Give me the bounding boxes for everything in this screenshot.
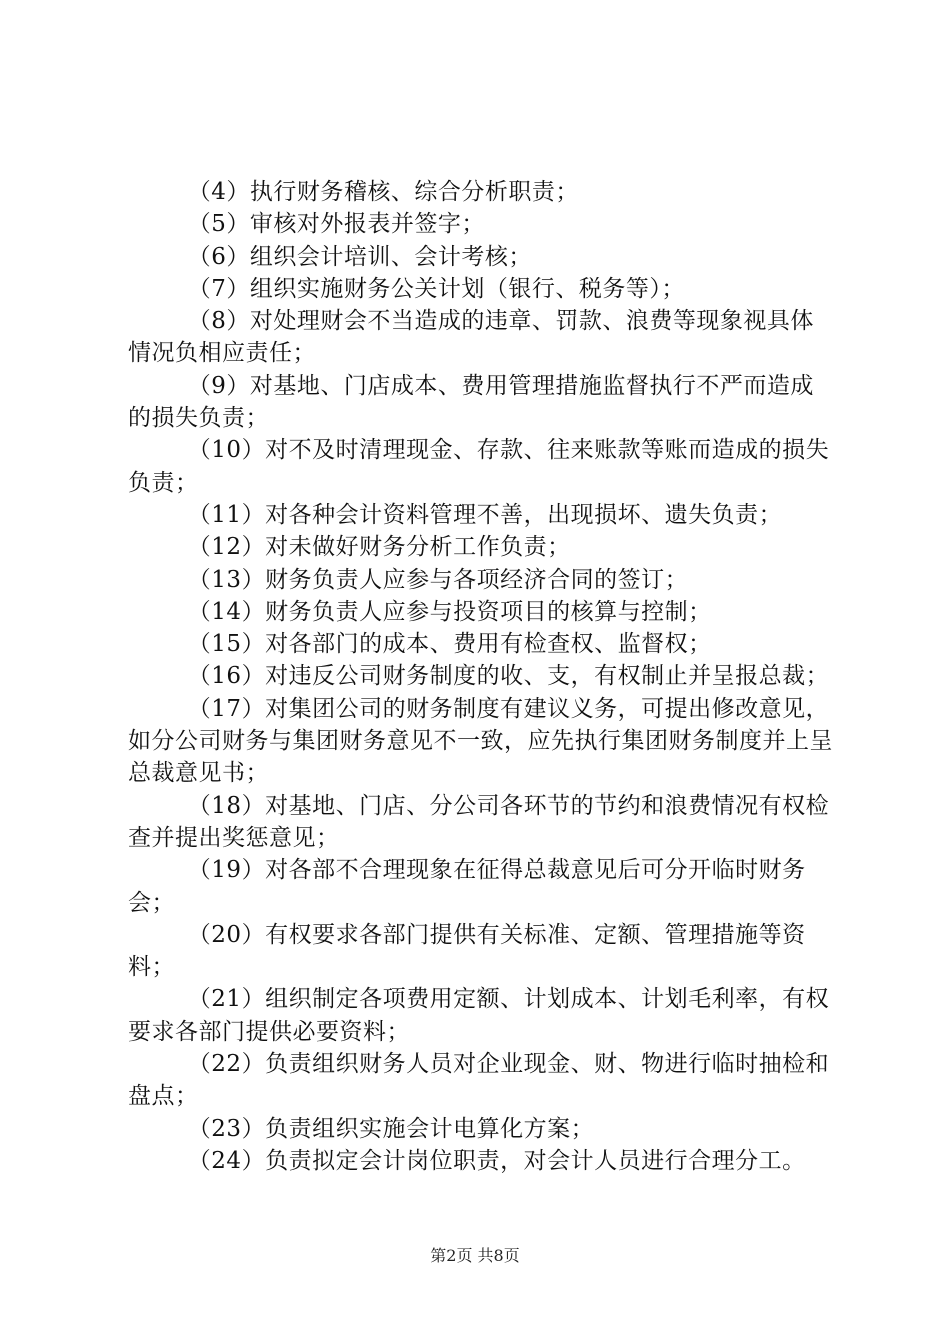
list-item: （10）对不及时清理现金、存款、往来账款等账而造成的损失负责； <box>128 437 830 496</box>
list-item: （22）负责组织财务人员对企业现金、财、物进行临时抽检和盘点； <box>128 1051 830 1110</box>
list-item: （15）对各部门的成本、费用有检查权、监督权； <box>187 631 712 658</box>
list-item: （6）组织会计培训、会计考核； <box>187 243 532 270</box>
list-item: （24）负责拟定会计岗位职责，对会计人员进行合理分工。 <box>187 1147 806 1174</box>
page-number-footer: 第2页 共8页 <box>430 1246 520 1265</box>
list-item: （5）审核对外报表并签字； <box>187 211 485 238</box>
list-item: （20）有权要求各部门提供有关标准、定额、管理措施等资料； <box>128 921 806 981</box>
list-item: （12）对未做好财务分析工作负责； <box>187 534 571 561</box>
responsibility-list <box>128 176 833 1177</box>
list-item: （13）财务负责人应参与各项经济合同的签订； <box>187 566 689 593</box>
list-item: （19）对各部不合理现象在征得总裁意见后可分开临时财务会； <box>128 857 806 916</box>
list-item: （23）负责组织实施会计电算化方案； <box>187 1115 595 1142</box>
list-item: （14）财务负责人应参与投资项目的核算与控制； <box>187 598 712 625</box>
list-item: （4）执行财务稽核、综合分析职责； <box>187 179 579 205</box>
list-item: （17）对集团公司的财务制度有建议义务，可提出修改意见，如分公司财务与集团财务意见不一致，应先执行集团财务制度并上呈总裁意见书； <box>128 695 833 787</box>
list-item: （21）组织制定各项费用定额、计划成本、计划毛利率，有权要求各部门提供必要资料； <box>128 986 830 1045</box>
list-item: （9）对基地、门店成本、费用管理措施监督执行不严而造成的损失负责； <box>128 372 814 432</box>
list-item: （16）对违反公司财务制度的收、支，有权制止并呈报总裁； <box>187 663 830 690</box>
list-item: （11）对各种会计资料管理不善，出现损坏、遗失负责； <box>187 501 783 528</box>
list-item: （8）对处理财会不当造成的违章、罚款、浪费等现象视具体情况负相应责任； <box>128 308 814 367</box>
list-item: （18）对基地、门店、分公司各环节的节约和浪费情况有权检查并提出奖惩意见； <box>128 792 830 851</box>
list-item: （7）组织实施财务公关计划（银行、税务等）； <box>187 275 685 302</box>
